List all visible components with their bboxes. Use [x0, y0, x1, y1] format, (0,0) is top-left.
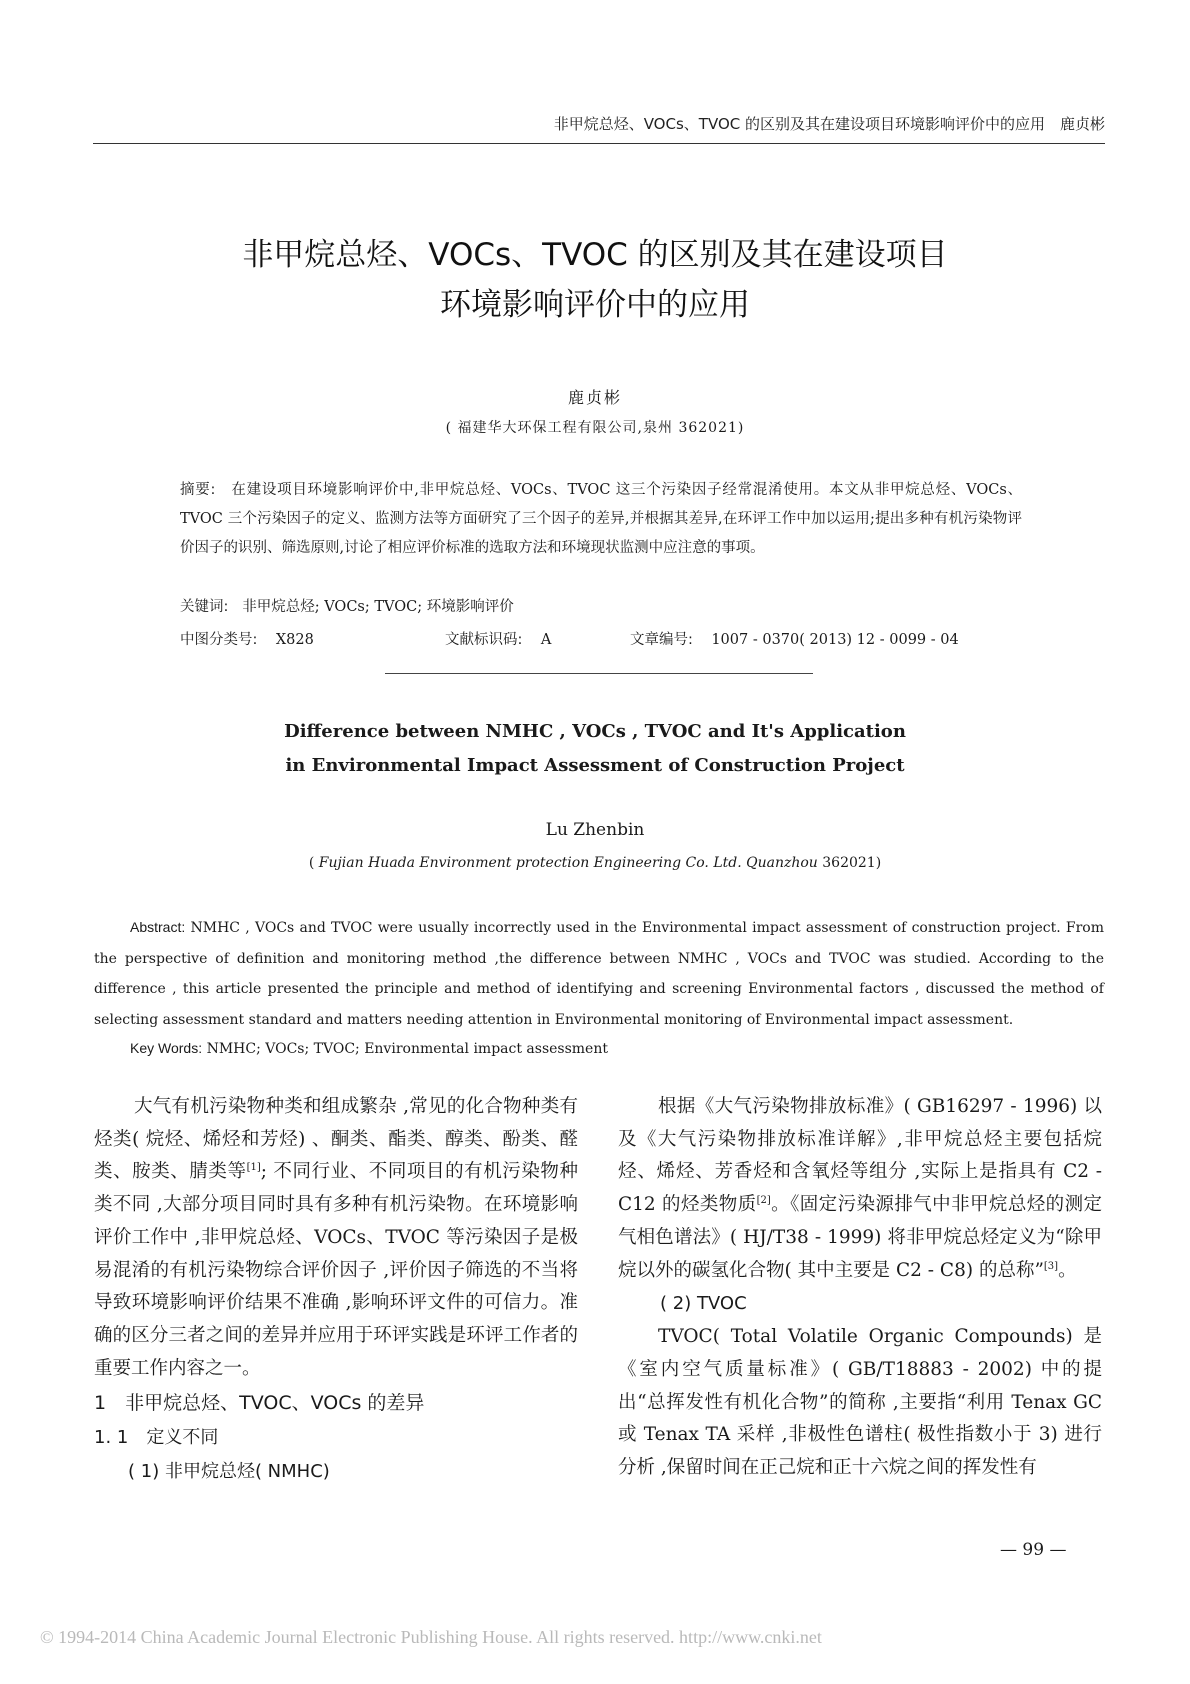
article-id-label: 文章编号:	[630, 632, 693, 648]
keywords-cn-text: 非甲烷总烃; VOCs; TVOC; 环境影响评价	[242, 599, 514, 615]
nmhc-text-a: 根据《大气污染物排放标准》( GB16297 - 1996) 以及《大气污染物排放标准详解》,非甲烷总烃主要包括烷烃、烯烃、芳香烃和含氧烃等组分 ,实际上是指具有 C2 - C12 的烃类物质	[618, 1096, 1102, 1216]
body-column-right	[618, 1091, 1102, 1485]
intro-text-b: ; 不同行业、不同项目的有机污染物种类不同 ,大部分项目同时具有多种有机污染物。在环境影响评价工作中 ,非甲烷总烃、VOCs、TVOC 等污染因子是极易混淆的有机污染物综合评价因子 ,评价因子筛选的不当将导致环境影响评价结果不准确 ,影响环评文件的可信力。准确的区分三者之间的差异并应用于环评实践是环评工作者的重要工作内容之一。	[94, 1161, 578, 1379]
abstract-en-label: Abstract:	[130, 919, 186, 935]
section-divider	[385, 673, 813, 674]
title-en-line-2: in Environmental Impact Assessment of Construction Project	[285, 755, 905, 776]
item-heading-tvoc: ( 2) TVOC	[660, 1293, 747, 1315]
title-en-line-1: Difference between NMHC , VOCs , TVOC and It's Application	[284, 721, 906, 742]
keywords-en-text: NMHC; VOCs; TVOC; Environmental impact assessment	[206, 1041, 608, 1057]
body-column-left	[94, 1091, 578, 1489]
abstract-cn-text: 在建设项目环境影响评价中,非甲烷总烃、VOCs、TVOC 这三个污染因子经常混淆使用。本文从非甲烷总烃、VOCs、TVOC 三个污染因子的定义、监测方法等方面研究了三个因子的差异,并根据其差异,在环评工作中加以运用;提出多种有机污染物评价因子的识别、筛选原则,讨论了相应评价标准的选取方法和环境现状监测中应注意的事项。	[180, 482, 1022, 556]
running-header: 非甲烷总烃、VOCs、TVOC 的区别及其在建设项目环境影响评价中的应用 鹿贞彬	[553, 115, 1105, 133]
affiliation-en-open: (	[308, 855, 319, 871]
tvoc-paragraph: TVOC( Total Volatile Organic Compounds) 是《室内空气质量标准》( GB/T18883 - 2002) 中的提出“总挥发性有机化合物”的简称 ,主要指“利用 Tenax GC 或 Tenax TA 采样 ,非极性色谱柱( 极性指数小于 3) 进行分析 ,保留时间在正己烷和正十六烷之间的挥发性有	[618, 1326, 1102, 1479]
abstract-en-text: NMHC , VOCs and TVOC were usually incorrectly used in the Environmental impact assessment of construction project. From the perspective of definition and monitoring method ,the difference between NMHC , VOCs and TVOC was studied. According to the difference , this article presented the principle and method of identifying and screening Environmental factors , discussed the method of selecting assessment standard and matters needing attention in Environmental monitoring of Environmental impact assessment.	[94, 920, 1105, 1028]
header-rule	[93, 143, 1105, 144]
page-number: — 99 —	[1000, 1540, 1067, 1560]
clc-number	[180, 628, 314, 649]
subsection-heading-1-1: 1. 1 定义不同	[94, 1427, 219, 1449]
nmhc-paragraph	[618, 1091, 1102, 1287]
copyright-footer: © 1994-2014 China Academic Journal Electronic Publishing House. All rights reserved. http://www.cnki.net	[40, 1627, 822, 1647]
clc-label: 中图分类号:	[180, 632, 258, 648]
section-heading-1: 1 非甲烷总烃、TVOC、VOCs 的差异	[94, 1392, 425, 1415]
keywords-en	[130, 1040, 608, 1057]
citation-ref: [3]	[1043, 1260, 1059, 1272]
affiliation-en-close: 362021)	[817, 855, 882, 871]
affiliation-en-italic: Fujian Huada Environment protection Engineering Co. Ltd. Quanzhou	[318, 855, 818, 871]
document-code-label: 文献标识码:	[445, 632, 523, 648]
document-code-value: A	[540, 632, 552, 648]
title-cn-line-2: 环境影响评价中的应用	[440, 287, 750, 323]
affiliation-en	[0, 855, 1190, 871]
abstract-cn-label: 摘要:	[180, 482, 216, 498]
affiliation-cn: ( 福建华大环保工程有限公司,泉州 362021)	[445, 420, 745, 436]
article-id	[630, 628, 959, 649]
clc-value: X828	[275, 632, 314, 648]
document-code	[445, 628, 551, 649]
citation-ref: [1]	[246, 1162, 261, 1174]
intro-paragraph	[94, 1091, 578, 1385]
title-en	[0, 715, 1190, 783]
author-en: Lu Zhenbin	[545, 820, 645, 840]
citation-ref: [2]	[756, 1194, 771, 1206]
intro-text-a: 大气有机污染物种类和组成繁杂 ,常见的化合物种类有烃类( 烷烃、烯烃和芳烃) 、酮类、酯类、醇类、酚类、醛类、胺类、腈类等	[94, 1096, 578, 1183]
abstract-en	[94, 912, 1104, 1035]
keywords-cn	[180, 595, 514, 616]
article-id-value: 1007 - 0370( 2013) 12 - 0099 - 04	[711, 632, 959, 648]
keywords-cn-label: 关键词:	[180, 599, 229, 615]
author-cn: 鹿贞彬	[567, 388, 622, 407]
item-heading-nmhc: ( 1) 非甲烷总烃( NMHC)	[128, 1461, 330, 1483]
abstract-cn	[180, 476, 1022, 563]
title-cn-line-1: 非甲烷总烃、VOCs、TVOC 的区别及其在建设项目	[242, 237, 948, 273]
nmhc-text-c: 。	[1058, 1259, 1077, 1281]
nmhc-text-b: 。《固定污染源排气中非甲烷总烃的测定 气相色谱法》( HJ/T38 - 1999) 将非甲烷总烃定义为“除甲烷以外的碳氢化合物( 其中主要是 C2 - C8) 的总称”	[618, 1194, 1102, 1281]
keywords-en-label: Key Words:	[130, 1040, 203, 1056]
